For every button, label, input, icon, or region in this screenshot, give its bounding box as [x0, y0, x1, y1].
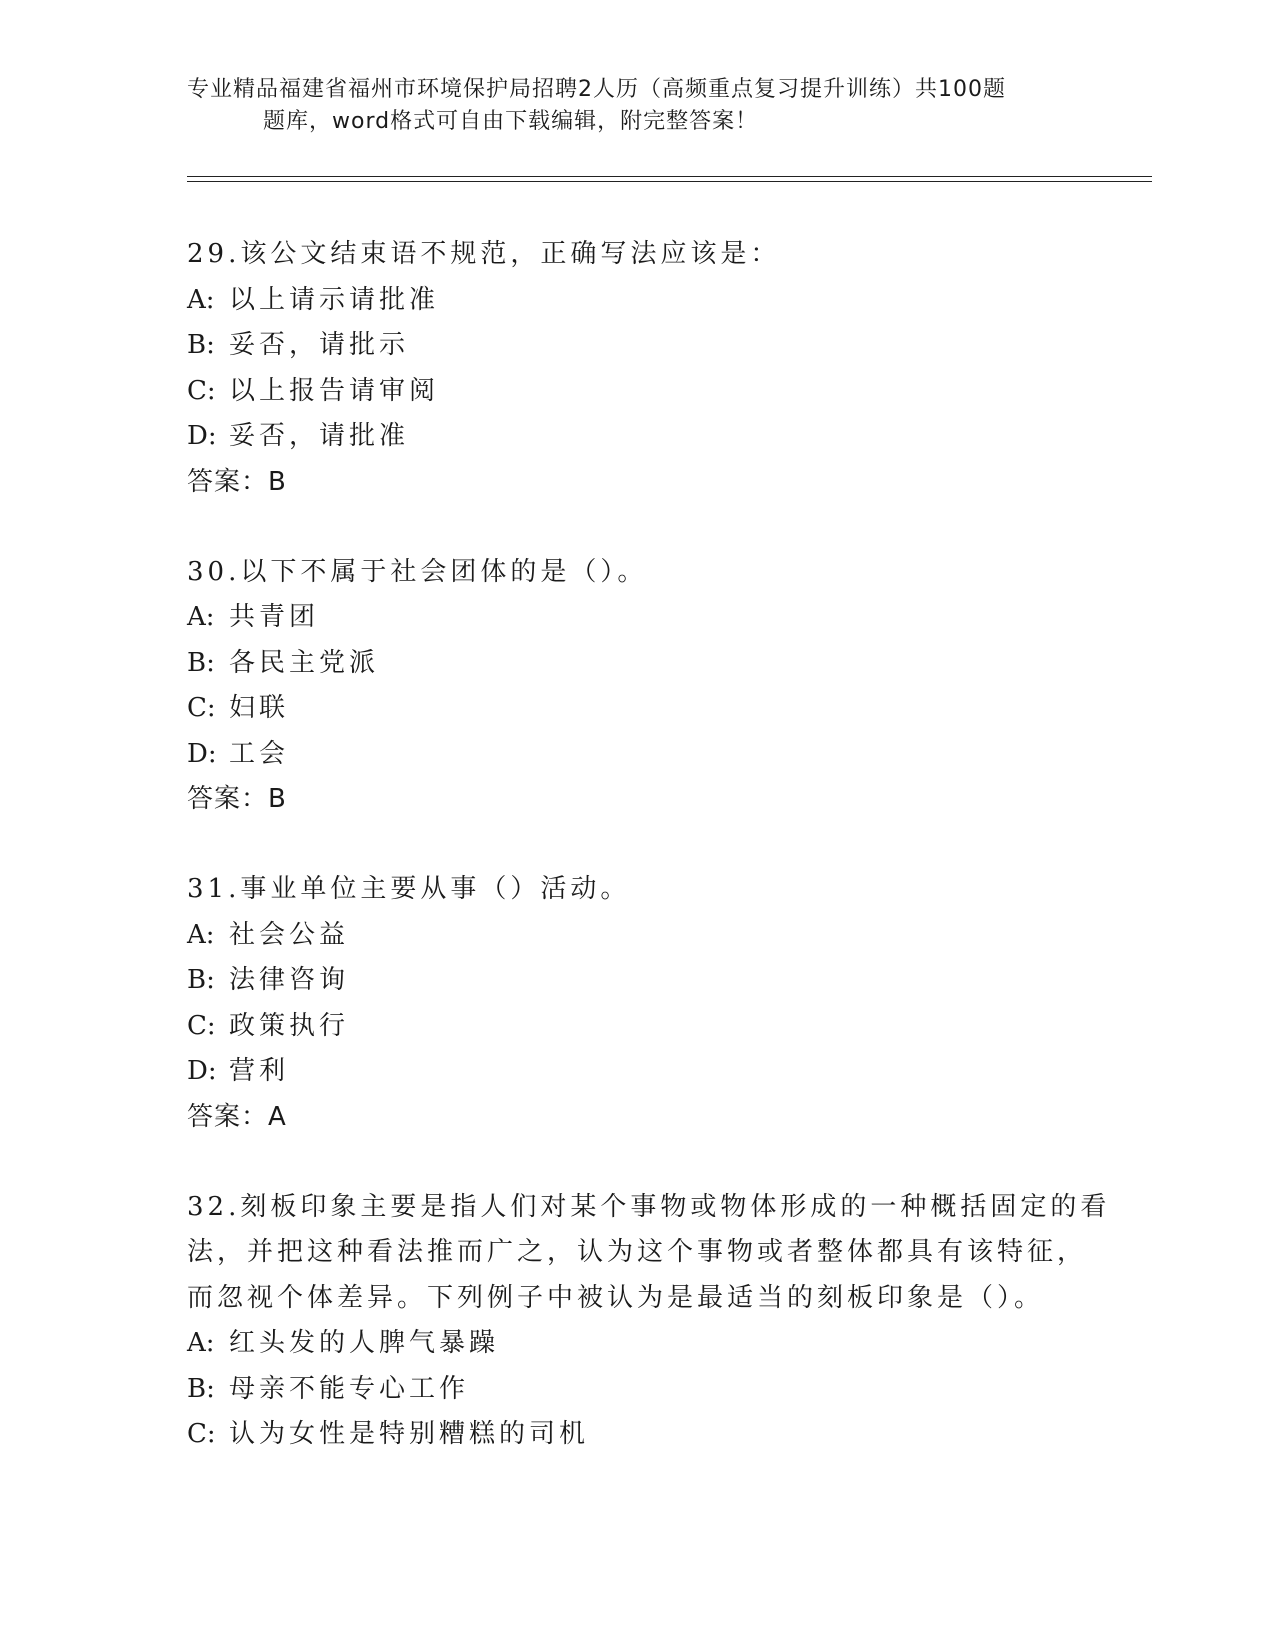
option-key: B:	[187, 1373, 215, 1404]
option-text: 妇联	[229, 693, 290, 723]
question-32	[187, 1185, 1111, 1458]
option-d	[187, 732, 1087, 778]
header-line-2: 题库，word格式可自由下载编辑，附完整答案！	[263, 109, 759, 134]
question-29	[187, 232, 1087, 505]
option-text: 妥否，请批准	[229, 421, 410, 451]
answer-line: 答案：B	[187, 784, 287, 814]
option-d	[187, 1049, 1087, 1095]
question-stem: 30.以下不属于社会团体的是（）。	[187, 556, 648, 587]
question-stem: 31.事业单位主要从事（）活动。	[187, 874, 631, 904]
option-c	[187, 1004, 1087, 1050]
option-key: A:	[187, 602, 215, 632]
question-stem-line-1: 32.刻板印象主要是指人们对某个事物或物体形成的一种概括固定的看	[187, 1191, 1111, 1222]
question-stem: 29.该公文结束语不规范，正确写法应该是：	[187, 239, 781, 269]
option-text: 工会	[229, 738, 290, 769]
question-stem-line-3: 而忽视个体差异。下列例子中被认为是最适当的刻板印象是（）。	[187, 1282, 1045, 1313]
option-text: 妥否，请批示	[229, 330, 410, 360]
document-header	[187, 74, 1087, 138]
option-key: A:	[187, 1328, 215, 1358]
option-key: C:	[187, 1010, 216, 1041]
option-key: D:	[187, 1056, 217, 1086]
option-key: C:	[187, 693, 216, 723]
header-divider-top	[187, 176, 1152, 177]
answer-line: 答案：B	[187, 466, 287, 497]
option-text: 社会公益	[229, 919, 350, 950]
option-text: 红头发的人脾气暴躁	[229, 1328, 500, 1358]
option-c	[187, 1412, 1087, 1458]
option-text: 各民主党派	[229, 647, 380, 678]
option-text: 营利	[229, 1056, 290, 1086]
option-key: C:	[187, 1419, 216, 1449]
option-key: B:	[187, 965, 215, 995]
option-d	[187, 414, 1087, 460]
question-31	[187, 867, 1087, 1140]
answer-line: 答案：A	[187, 1101, 287, 1132]
option-text: 以上请示请批准	[229, 284, 440, 315]
option-key: C:	[187, 375, 216, 406]
option-text: 母亲不能专心工作	[229, 1373, 470, 1404]
option-text: 共青团	[229, 602, 320, 632]
option-key: D:	[187, 738, 217, 769]
header-divider-bottom	[187, 181, 1152, 182]
option-c	[187, 369, 1087, 415]
option-text: 认为女性是特别糟糕的司机	[229, 1419, 590, 1449]
question-30	[187, 550, 1087, 823]
option-a	[187, 278, 1087, 324]
option-key: B:	[187, 647, 215, 678]
option-key: A:	[187, 284, 215, 315]
question-list	[187, 232, 1111, 1503]
option-a	[187, 595, 1087, 641]
option-c	[187, 686, 1087, 732]
option-a	[187, 913, 1087, 959]
option-key: B:	[187, 330, 215, 360]
option-text: 以上报告请审阅	[229, 375, 440, 406]
option-text: 政策执行	[229, 1010, 350, 1041]
option-a	[187, 1321, 1087, 1367]
header-line-1: 专业精品福建省福州市环境保护局招聘2人历（高频重点复习提升训练）共100题	[187, 77, 1006, 102]
option-b	[187, 958, 1087, 1004]
option-b	[187, 323, 1087, 369]
option-key: D:	[187, 421, 217, 451]
option-key: A:	[187, 919, 215, 950]
option-text: 法律咨询	[229, 965, 350, 995]
question-stem-line-2: 法，并把这种看法推而广之，认为这个事物或者整体都具有该特征，	[187, 1237, 1088, 1267]
option-b	[187, 1367, 1087, 1413]
option-b	[187, 641, 1087, 687]
